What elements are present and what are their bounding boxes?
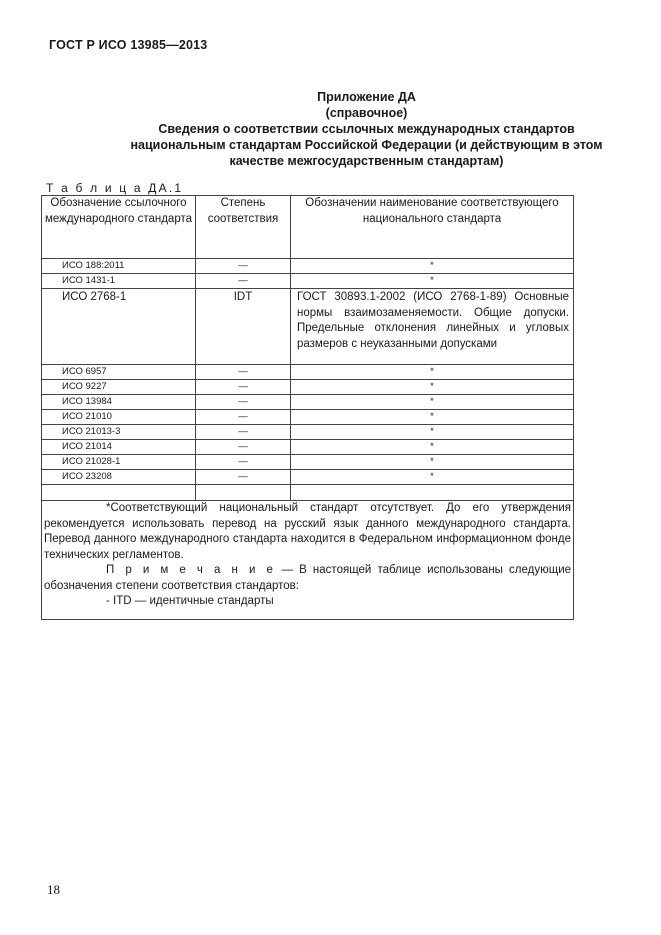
header-degree: Степень соответствия bbox=[196, 196, 291, 259]
empty-cell bbox=[196, 485, 291, 501]
table-row bbox=[42, 425, 574, 440]
cell-degree: — bbox=[196, 274, 291, 289]
cell-national: * bbox=[291, 440, 574, 455]
cell-standard-id: ИСО 2768-1 bbox=[42, 289, 196, 365]
cell-degree: — bbox=[196, 365, 291, 380]
table-row bbox=[42, 365, 574, 380]
header-national-standard: Обозначении наименование соответствующего национального стандарта bbox=[291, 196, 574, 259]
table-row bbox=[42, 455, 574, 470]
table-row-empty bbox=[42, 485, 574, 501]
table-row bbox=[42, 380, 574, 395]
table-caption: Т а б л и ц а ДА.1 bbox=[46, 181, 184, 195]
cell-standard-id: ИСО 6957 bbox=[42, 365, 196, 380]
table-note bbox=[44, 563, 571, 594]
table-row bbox=[42, 274, 574, 289]
cell-degree: — bbox=[196, 425, 291, 440]
cell-degree: — bbox=[196, 395, 291, 410]
cell-national: * bbox=[291, 365, 574, 380]
asterisk-note: *Соответствующий национальный стандарт отсутствует. До его утверждения рекомендуется использовать перевод на русский язык данного международного стандарта. Перевод данного международного стандарта находится в Федеральном информационном фонде технических регламентов. bbox=[44, 502, 571, 561]
cell-national: * bbox=[291, 395, 574, 410]
header-international-standard: Обозначение ссылочного международного стандарта bbox=[42, 196, 196, 259]
cell-standard-id: ИСО 9227 bbox=[42, 380, 196, 395]
table-row bbox=[42, 410, 574, 425]
note-label: П р и м е ч а н и е bbox=[106, 564, 276, 576]
cell-standard-id: ИСО 21028-1 bbox=[42, 455, 196, 470]
annex-title: Приложение ДА bbox=[317, 90, 416, 104]
table-header-row bbox=[42, 196, 574, 259]
table-row bbox=[42, 440, 574, 455]
table-footnote bbox=[42, 501, 574, 620]
cell-degree: — bbox=[196, 259, 291, 274]
cell-standard-id: ИСО 1431-1 bbox=[42, 274, 196, 289]
table-row bbox=[42, 470, 574, 485]
cell-standard-id: ИСО 13984 bbox=[42, 395, 196, 410]
annex-heading-line: качестве межгосударственным стандартам) bbox=[229, 154, 504, 168]
table-row bbox=[42, 395, 574, 410]
cell-national: * bbox=[291, 425, 574, 440]
table-footnote-row bbox=[42, 501, 574, 620]
cell-national: * bbox=[291, 455, 574, 470]
table-row bbox=[42, 259, 574, 274]
cell-degree: — bbox=[196, 455, 291, 470]
annex-heading bbox=[60, 89, 661, 169]
cell-standard-id: ИСО 23208 bbox=[42, 470, 196, 485]
cell-standard-id: ИСО 188:2011 bbox=[42, 259, 196, 274]
cell-national: * bbox=[291, 380, 574, 395]
correspondence-table bbox=[41, 195, 574, 620]
cell-national: * bbox=[291, 259, 574, 274]
cell-degree: — bbox=[196, 410, 291, 425]
cell-degree: — bbox=[196, 470, 291, 485]
cell-degree: IDT bbox=[196, 289, 291, 365]
cell-standard-id: ИСО 21010 bbox=[42, 410, 196, 425]
page-number: 18 bbox=[47, 882, 60, 897]
cell-national: * bbox=[291, 470, 574, 485]
empty-cell bbox=[291, 485, 574, 501]
note-list-item: - ITD — идентичные стандарты bbox=[106, 595, 274, 607]
cell-standard-id: ИСО 21013-3 bbox=[42, 425, 196, 440]
note-text: — В настоящей таблице использованы следующие обозначения степени соответствия стандартов: bbox=[44, 564, 572, 592]
table-row bbox=[42, 289, 574, 365]
cell-national: * bbox=[291, 410, 574, 425]
cell-standard-id: ИСО 21014 bbox=[42, 440, 196, 455]
cell-national: * bbox=[291, 274, 574, 289]
cell-national: ГОСТ 30893.1-2002 (ИСО 2768-1-89) Основные нормы взаимозаменяемости. Общие допуски. Предельные отклонения линейных и угловых размеров с неуказанными допусками bbox=[291, 289, 574, 365]
annex-heading-line: Сведения о соответствии ссылочных международных стандартов bbox=[158, 122, 575, 136]
empty-cell bbox=[42, 485, 196, 501]
cell-degree: — bbox=[196, 380, 291, 395]
annex-heading-line: национальным стандартам Российской Федерации (и действующим в этом bbox=[130, 138, 603, 152]
standard-code: ГОСТ Р ИСО 13985—2013 bbox=[49, 38, 208, 52]
annex-subtitle: (справочное) bbox=[325, 106, 408, 120]
cell-degree: — bbox=[196, 440, 291, 455]
